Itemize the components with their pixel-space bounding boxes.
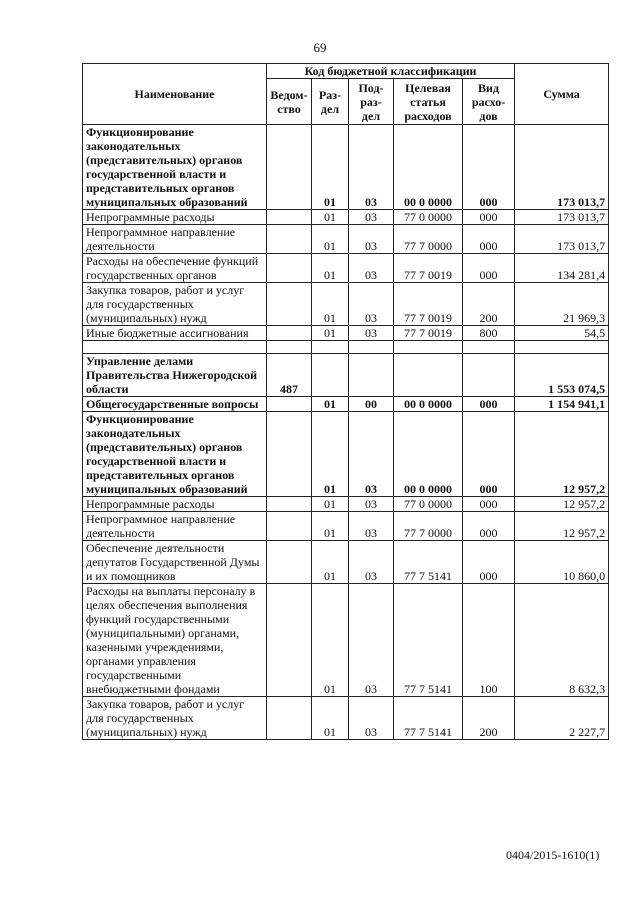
cell-dept: [267, 283, 312, 326]
cell-name: Непрограммное направление деятельности: [83, 512, 267, 541]
cell-section: 01: [312, 225, 349, 254]
cell-section: 01: [312, 397, 349, 412]
spacer-cell: [267, 341, 312, 354]
cell-type: 000: [463, 125, 515, 210]
page-number: 69: [313, 40, 327, 55]
cell-dept: 487: [267, 354, 312, 397]
table-body: [83, 125, 609, 740]
cell-type: 000: [463, 254, 515, 283]
cell-sum: 173 013,7: [515, 210, 609, 225]
header-subsection: Под-раз-дел: [349, 79, 394, 125]
header-target: Целевая статья расходов: [394, 79, 463, 125]
cell-sum: 1 154 941,1: [515, 397, 609, 412]
cell-dept: [267, 225, 312, 254]
cell-subsection: 03: [349, 497, 394, 512]
header-code-group: Код бюджетной классификации: [267, 64, 515, 79]
cell-section: 01: [312, 210, 349, 225]
cell-dept: [267, 412, 312, 497]
cell-subsection: 03: [349, 254, 394, 283]
cell-name: Расходы на обеспечение функций государственных органов: [83, 254, 267, 283]
cell-subsection: 03: [349, 210, 394, 225]
cell-name: Закупка товаров, работ и услуг для государственных (муниципальных) нужд: [83, 697, 267, 740]
cell-target: 77 7 5141: [394, 584, 463, 697]
cell-name: Непрограммное направление деятельности: [83, 225, 267, 254]
cell-target: 77 7 0000: [394, 225, 463, 254]
table-row: [83, 254, 609, 283]
table-row: [83, 512, 609, 541]
cell-target: 77 7 0019: [394, 326, 463, 341]
cell-name: Расходы на выплаты персоналу в целях обеспечения выполнения функций государственными (муниципальными) органами, казенными учреждениями, органами управления государственными внебюджетными фондами: [83, 584, 267, 697]
spacer-cell: [312, 341, 349, 354]
cell-section: 01: [312, 326, 349, 341]
cell-target: 00 0 0000: [394, 397, 463, 412]
cell-target: 77 7 0019: [394, 283, 463, 326]
cell-sum: 12 957,2: [515, 412, 609, 497]
spacer-cell: [349, 341, 394, 354]
cell-target: [394, 354, 463, 397]
cell-name: Общегосударственные вопросы: [83, 397, 267, 412]
spacer-cell: [463, 341, 515, 354]
cell-target: 00 0 0000: [394, 412, 463, 497]
cell-target: 00 0 0000: [394, 125, 463, 210]
cell-target: 77 7 5141: [394, 541, 463, 584]
cell-name: Непрограммные расходы: [83, 210, 267, 225]
cell-sum: 2 227,7: [515, 697, 609, 740]
cell-name: Иные бюджетные ассигнования: [83, 326, 267, 341]
cell-section: [312, 354, 349, 397]
cell-dept: [267, 397, 312, 412]
cell-dept: [267, 125, 312, 210]
table-row: [83, 697, 609, 740]
cell-sum: 173 013,7: [515, 225, 609, 254]
header-section: Раз-дел: [312, 79, 349, 125]
cell-subsection: [349, 354, 394, 397]
cell-sum: 8 632,3: [515, 584, 609, 697]
cell-type: 200: [463, 283, 515, 326]
cell-target: 77 0 0000: [394, 210, 463, 225]
cell-sum: 12 957,2: [515, 497, 609, 512]
spacer-cell: [515, 341, 609, 354]
cell-type: [463, 354, 515, 397]
cell-type: 000: [463, 541, 515, 584]
table-row: [83, 225, 609, 254]
cell-subsection: 03: [349, 584, 394, 697]
cell-dept: [267, 254, 312, 283]
cell-target: 77 7 0000: [394, 512, 463, 541]
header-type: Вид расхо-дов: [463, 79, 515, 125]
spacer-cell: [83, 341, 267, 354]
cell-type: 800: [463, 326, 515, 341]
cell-subsection: 03: [349, 283, 394, 326]
cell-sum: 134 281,4: [515, 254, 609, 283]
cell-dept: [267, 697, 312, 740]
cell-subsection: 03: [349, 412, 394, 497]
cell-section: 01: [312, 512, 349, 541]
budget-table: [82, 63, 609, 740]
cell-name: Обеспечение деятельности депутатов Государственной Думы и их помощников: [83, 541, 267, 584]
cell-sum: 1 553 074,5: [515, 354, 609, 397]
header-name: Наименование: [83, 64, 267, 125]
cell-dept: [267, 210, 312, 225]
cell-name: Управление делами Правительства Нижегородской области: [83, 354, 267, 397]
cell-subsection: 03: [349, 326, 394, 341]
table-row: [83, 125, 609, 210]
table-row: [83, 584, 609, 697]
table-row: [83, 341, 609, 354]
table-row: [83, 354, 609, 397]
cell-subsection: 03: [349, 541, 394, 584]
cell-dept: [267, 326, 312, 341]
cell-type: 000: [463, 225, 515, 254]
cell-target: 77 7 5141: [394, 697, 463, 740]
cell-sum: 173 013,7: [515, 125, 609, 210]
footer-code: 0404/2015-1610(1): [506, 848, 600, 862]
cell-sum: 54,5: [515, 326, 609, 341]
header-sum: Сумма: [515, 64, 609, 125]
cell-sum: 10 860,0: [515, 541, 609, 584]
cell-type: 100: [463, 584, 515, 697]
cell-type: 000: [463, 412, 515, 497]
cell-type: 000: [463, 397, 515, 412]
table-row: [83, 397, 609, 412]
cell-dept: [267, 584, 312, 697]
cell-sum: 21 969,3: [515, 283, 609, 326]
table-row: [83, 326, 609, 341]
cell-section: 01: [312, 497, 349, 512]
cell-type: 200: [463, 697, 515, 740]
cell-type: 000: [463, 210, 515, 225]
spacer-cell: [394, 341, 463, 354]
cell-subsection: 03: [349, 697, 394, 740]
cell-section: 01: [312, 125, 349, 210]
cell-type: 000: [463, 497, 515, 512]
table-row: [83, 283, 609, 326]
table-row: [83, 497, 609, 512]
cell-subsection: 00: [349, 397, 394, 412]
cell-name: Непрограммные расходы: [83, 497, 267, 512]
cell-type: 000: [463, 512, 515, 541]
cell-target: 77 7 0019: [394, 254, 463, 283]
cell-sum: 12 957,2: [515, 512, 609, 541]
cell-subsection: 03: [349, 125, 394, 210]
table-row: [83, 541, 609, 584]
cell-dept: [267, 497, 312, 512]
header-dept: Ведом-ство: [267, 79, 312, 125]
table-row: [83, 210, 609, 225]
cell-section: 01: [312, 584, 349, 697]
cell-name: Функционирование законодательных (представительных) органов государственной власти и представительных органов муниципальных образований: [83, 412, 267, 497]
cell-section: 01: [312, 697, 349, 740]
cell-target: 77 0 0000: [394, 497, 463, 512]
cell-name: Закупка товаров, работ и услуг для государственных (муниципальных) нужд: [83, 283, 267, 326]
cell-dept: [267, 512, 312, 541]
cell-section: 01: [312, 254, 349, 283]
cell-dept: [267, 541, 312, 584]
table-row: [83, 412, 609, 497]
cell-name: Функционирование законодательных (представительных) органов государственной власти и представительных органов муниципальных образований: [83, 125, 267, 210]
cell-section: 01: [312, 541, 349, 584]
cell-section: 01: [312, 412, 349, 497]
cell-section: 01: [312, 283, 349, 326]
cell-subsection: 03: [349, 512, 394, 541]
cell-subsection: 03: [349, 225, 394, 254]
